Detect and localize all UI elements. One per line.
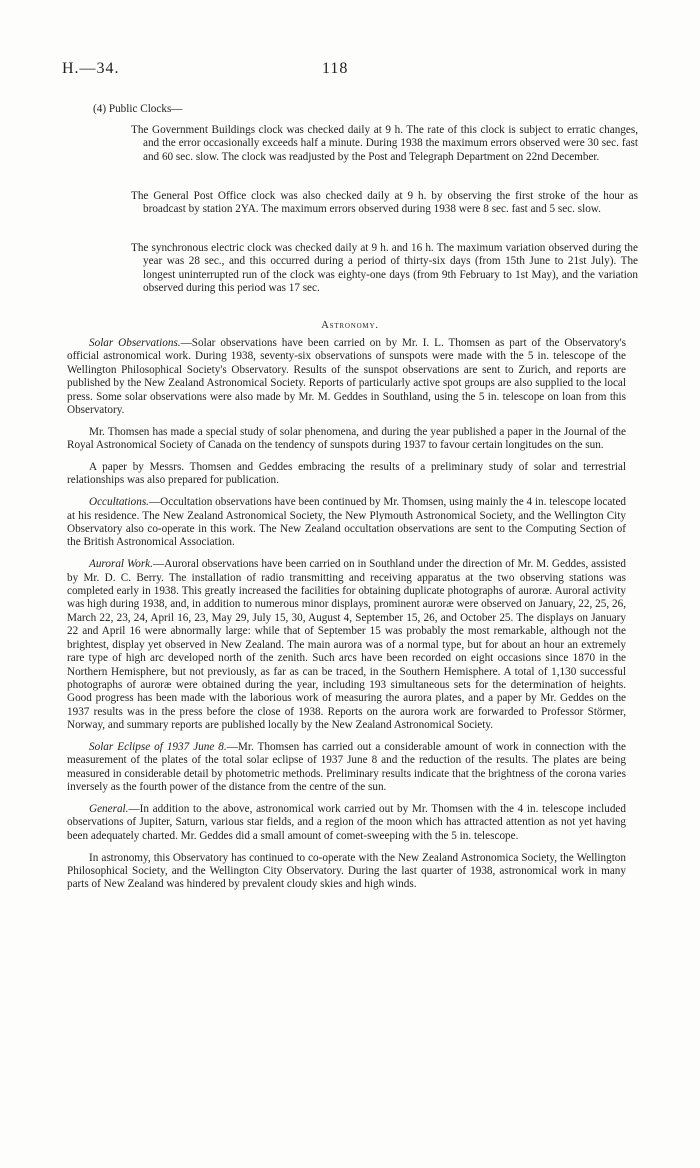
- text-solar-observations: —Solar observations have been carried on by Mr. I. L. Thomsen as part of the Observatory's official astronomical work. During 1938, seventy-six observations of sunspots were made with the 5 in. telescope of the Wellington Philosophical Society's Observatory. Results of the sunspot observations are sent to Zurich, and reports are published by the New Zealand Astronomical Society. Reports of particularly active spot groups are also supplied to the local press. Some solar observations were also made by Mr. M. Geddes in Southland, using the 5 in. telescope on loan from this Observatory.: [67, 337, 626, 417]
- text-occultations: —Occultation observations have been continued by Mr. Thomsen, using mainly the 4 in. telescope located at his residence. The New Zealand Astronomical Society, the New Plymouth Astronomical Society, and the Wellington City Observatory also co-operate in this work. The New Zealand occultation observations are sent to the Computing Section of the British Astronomical Association.: [67, 496, 626, 549]
- astronomy-section-title: Astronomy.: [321, 320, 379, 331]
- text-joint-paper: A paper by Messrs. Thomsen and Geddes embracing the results of a preliminary study of solar and terrestrial relationships was also prepared for publication.: [67, 461, 626, 487]
- text-cooperation: In astronomy, this Observatory has continued to co-operate with the New Zealand Astronomica Society, the Wellington Philosophical Society, and the Wellington City Observatory. During the last quarter of 1938, astronomical work in many parts of New Zealand was hindered by prevalent cloudy skies and high winds.: [67, 851, 626, 891]
- paragraph-joint-paper: [67, 461, 626, 488]
- lead-auroral-work: Auroral Work.: [89, 558, 153, 571]
- paragraph-thomsen-paper: [67, 426, 626, 453]
- paragraph-auroral-work: [67, 558, 626, 732]
- report-code: H.—34.: [62, 60, 120, 77]
- lead-solar-eclipse: Solar Eclipse of 1937 June 8.: [89, 740, 227, 753]
- paragraph-solar-eclipse: [67, 741, 626, 795]
- text-general: —In addition to the above, astronomical work carried out by Mr. Thomsen with the 4 in. telescope included observations of Jupiter, Saturn, various star fields, and a region of the moon which has attracted attention as not yet having been adequately charted. Mr. Geddes did a small amount of comet-sweeping with the 5 in. telescope.: [67, 802, 626, 842]
- text-solar-eclipse: —Mr. Thomsen has carried out a considerable amount of work in connection with the measurement of the plates of the total solar eclipse of 1937 June 8 and the reduction of the results. The plates are being measured in considerable detail by photometric methods. Preliminary results indicate that the brightness of the corona varies inversely as the fourth power of the distance from the centre of the sun.: [67, 740, 626, 794]
- text-thomsen-paper: Mr. Thomsen has made a special study of solar phenomena, and during the year published a paper in the Journal of the Royal Astronomical Society of Canada on the tendency of sunspots during 1937 to favour certain longitudes on the sun.: [67, 425, 626, 452]
- text-auroral-work: —Auroral observations have been carried on in Southland under the direction of Mr. M. Geddes, assisted by Mr. D. C. Berry. The installation of radio transmitting and receiving apparatus at the two observing stations was completed early in 1938. This greatly increased the facilities for obtaining duplicate photographs of auroræ. Auroral activity was high during 1938, and, in addition to numerous minor displays, prominent auroræ were observed on January, 22, 25, 26, March 22, 23, 24, April 16, 23, May 29, July 15, 30, August 4, September 15, 26, and October 25. The displays on January 22 and April 16 were abnormally large: while that of September 15 was probably the most remarkable, although not the brightest, display yet observed in New Zealand. The main aurora was of a normal type, but for about an hour an extremely rare type of high arc developed north of the zenith. Such arcs have been recorded on eight occasions since 1870 in the Northern Hemisphere, but not previously, as far as can be traced, in the Southern Hemisphere. A total of 1,130 successful photographs of auroræ were obtained during the year, including 193 simultaneous sets for the determination of heights. Good progress has been made with the laborious work of measuring the aurora plates, and a paper by Mr. Geddes on the 1937 results was in the press before the close of 1938. Reports on the aurora work are forwarded to Professor Störmer, Norway, and summary reports are published locally by the New Zealand Astronomical Society.: [67, 558, 626, 732]
- lead-general: General.: [89, 802, 129, 815]
- lead-solar-observations: Solar Observations.: [89, 337, 181, 349]
- paragraph-occultations: [67, 496, 626, 550]
- lead-occultations: Occultations.: [89, 496, 149, 509]
- general-post-office-clock-paragraph: The General Post Office clock was also checked daily at 9 h. by observing the first stroke of the hour as broadcast by station 2YA. The maximum errors observed during 1938 were 8 sec. fast and 5 sec. slow.: [131, 190, 638, 216]
- paragraph-general: [67, 803, 626, 843]
- page-number: 118: [322, 60, 349, 77]
- synchronous-electric-clock-paragraph: The synchronous electric clock was checked daily at 9 h. and 16 h. The maximum variation observed during the year was 28 sec., and this occurred during a period of thirty-six days (from 15th June to 21st July). The longest uninterrupted run of the clock was eighty-one days (from 9th February to 1st May), and the variation observed during this period was 17 sec.: [131, 242, 638, 295]
- public-clocks-heading: (4) Public Clocks—: [93, 103, 183, 115]
- paragraph-solar-observations: [67, 337, 626, 417]
- government-buildings-clock-paragraph: The Government Buildings clock was checked daily at 9 h. The rate of this clock is subject to erratic changes, and the error occasionally exceeds half a minute. During 1938 the maximum errors observed were 30 sec. fast and 60 sec. slow. The clock was readjusted by the Post and Telegraph Department on 22nd December.: [131, 124, 638, 163]
- astronomy-body: [67, 337, 626, 900]
- paragraph-cooperation: [67, 852, 626, 892]
